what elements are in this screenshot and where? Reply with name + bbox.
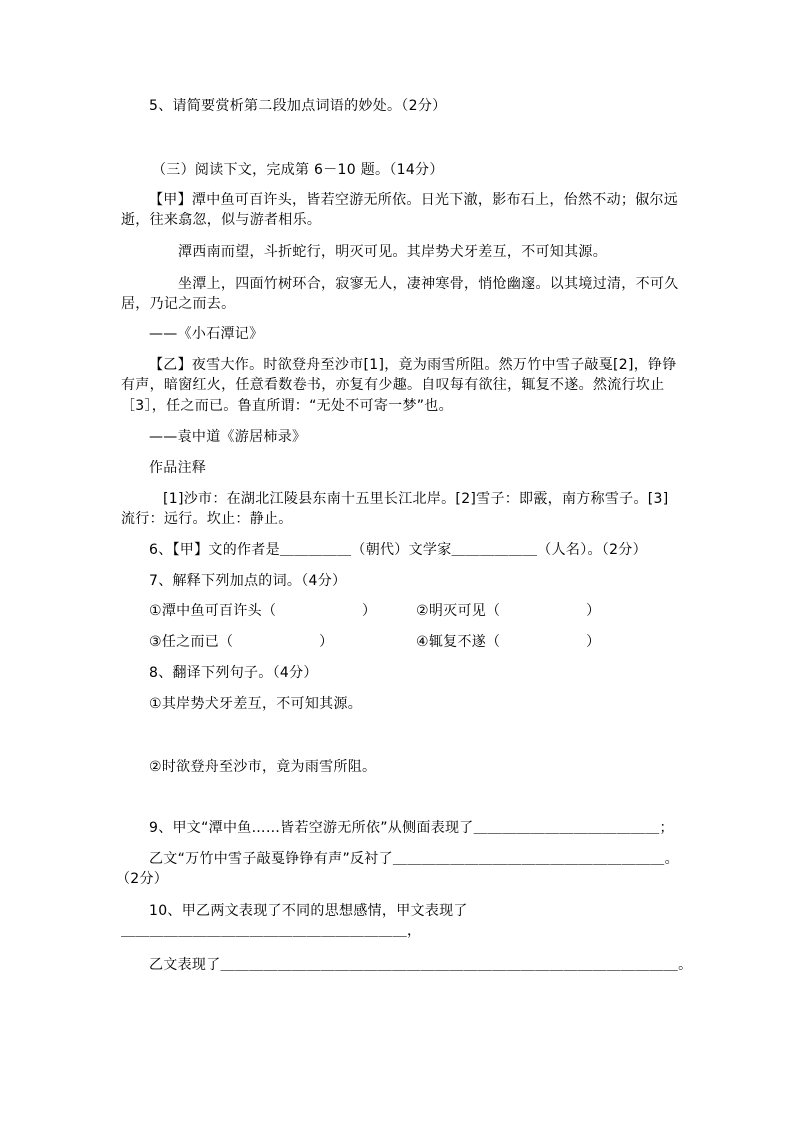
passage-yi-line2: 有声，暗窗红火，任意看数卷书，亦复有少趣。自叹每有欲往，辄复不遂。然流行坎止: [121, 377, 665, 393]
passage-yi-source: ——袁中道《游居柿录》: [149, 429, 307, 445]
passage-yi-line3: ［3］，任之而已。鲁直所谓：“无处不可寄一梦”也。: [121, 398, 453, 414]
question-7-item-2: ②明灭可见（ ）: [416, 603, 601, 619]
question-9-line3: （2分）: [116, 871, 169, 887]
passage-jia-p1-line2: 逝，往来翕忽，似与游者相乐。: [121, 212, 322, 228]
question-8-stem: 8、翻译下列句子。（4分）: [149, 665, 318, 681]
question-7-item-1: ①潭中鱼可百许头（ ）: [149, 603, 377, 619]
notes-line2: 流行：远行。坎止：静止。: [121, 511, 293, 527]
notes-title: 作品注释: [149, 460, 207, 476]
question-10-line3: 乙文表现了＿＿＿＿＿＿＿＿＿＿＿＿＿＿＿＿＿＿＿＿＿＿＿＿＿＿＿＿＿＿＿＿。: [149, 957, 693, 973]
question-10-line1: 10、甲乙两文表现了不同的思想感情，甲文表现了: [149, 903, 468, 919]
passage-jia-p3-line1: 坐潭上，四面竹树环合，寂寥无人，凄神寒骨，悄怆幽邃。以其境过清，不可久: [178, 276, 679, 292]
question-10-line2: ＿＿＿＿＿＿＿＿＿＿＿＿＿＿＿＿＿＿＿＿，: [121, 923, 422, 939]
passage-jia-p2: 潭西南而望，斗折蛇行，明灭可见。其岸势犬牙差互，不可知其源。: [178, 244, 607, 260]
question-7-item-3: ③任之而已（ ）: [149, 634, 334, 650]
question-5: 5、请简要赏析第二段加点词语的妙处。（2分）: [149, 98, 447, 114]
passage-jia-p3-line2: 居，乃记之而去。: [121, 296, 236, 312]
notes-line1: [1]沙市：在湖北江陵县东南十五里长江北岸。[2]雪子：即霰，南方称雪子。[3]: [163, 491, 669, 507]
question-8-item-1: ①其岸势犬牙差互，不可知其源。: [149, 696, 363, 712]
question-7-item-4: ④辄复不遂（ ）: [416, 634, 601, 650]
question-9-line2: 乙文“万竹中雪子敲戛铮铮有声”反衬了＿＿＿＿＿＿＿＿＿＿＿＿＿＿＿＿＿＿＿。: [149, 851, 679, 867]
section-3-heading: （三）阅读下文，完成第 6－10 题。（14分）: [152, 162, 444, 178]
passage-jia-p1-line1: 【甲】潭中鱼可百许头，皆若空游无所依。日光下澈，影布石上，佁然不动；俶尔远: [149, 192, 679, 208]
question-7-stem: 7、解释下列加点的词。（4分）: [149, 573, 347, 589]
passage-jia-source: ——《小石潭记》: [149, 326, 264, 342]
question-9-line1: 9、甲文“潭中鱼……皆若空游无所依”从侧面表现了＿＿＿＿＿＿＿＿＿＿＿＿＿；: [149, 820, 674, 836]
question-6: 6、【甲】文的作者是＿＿＿＿＿（朝代）文学家＿＿＿＿＿＿（人名）。（2分）: [149, 542, 647, 558]
passage-yi-line1: 【乙】夜雪大作。时欲登舟至沙市[1]，竟为雨雪所阻。然万竹中雪子敲戛[2]，铮铮: [149, 357, 677, 373]
question-8-item-2: ②时欲登舟至沙市，竟为雨雪所阻。: [149, 759, 377, 775]
